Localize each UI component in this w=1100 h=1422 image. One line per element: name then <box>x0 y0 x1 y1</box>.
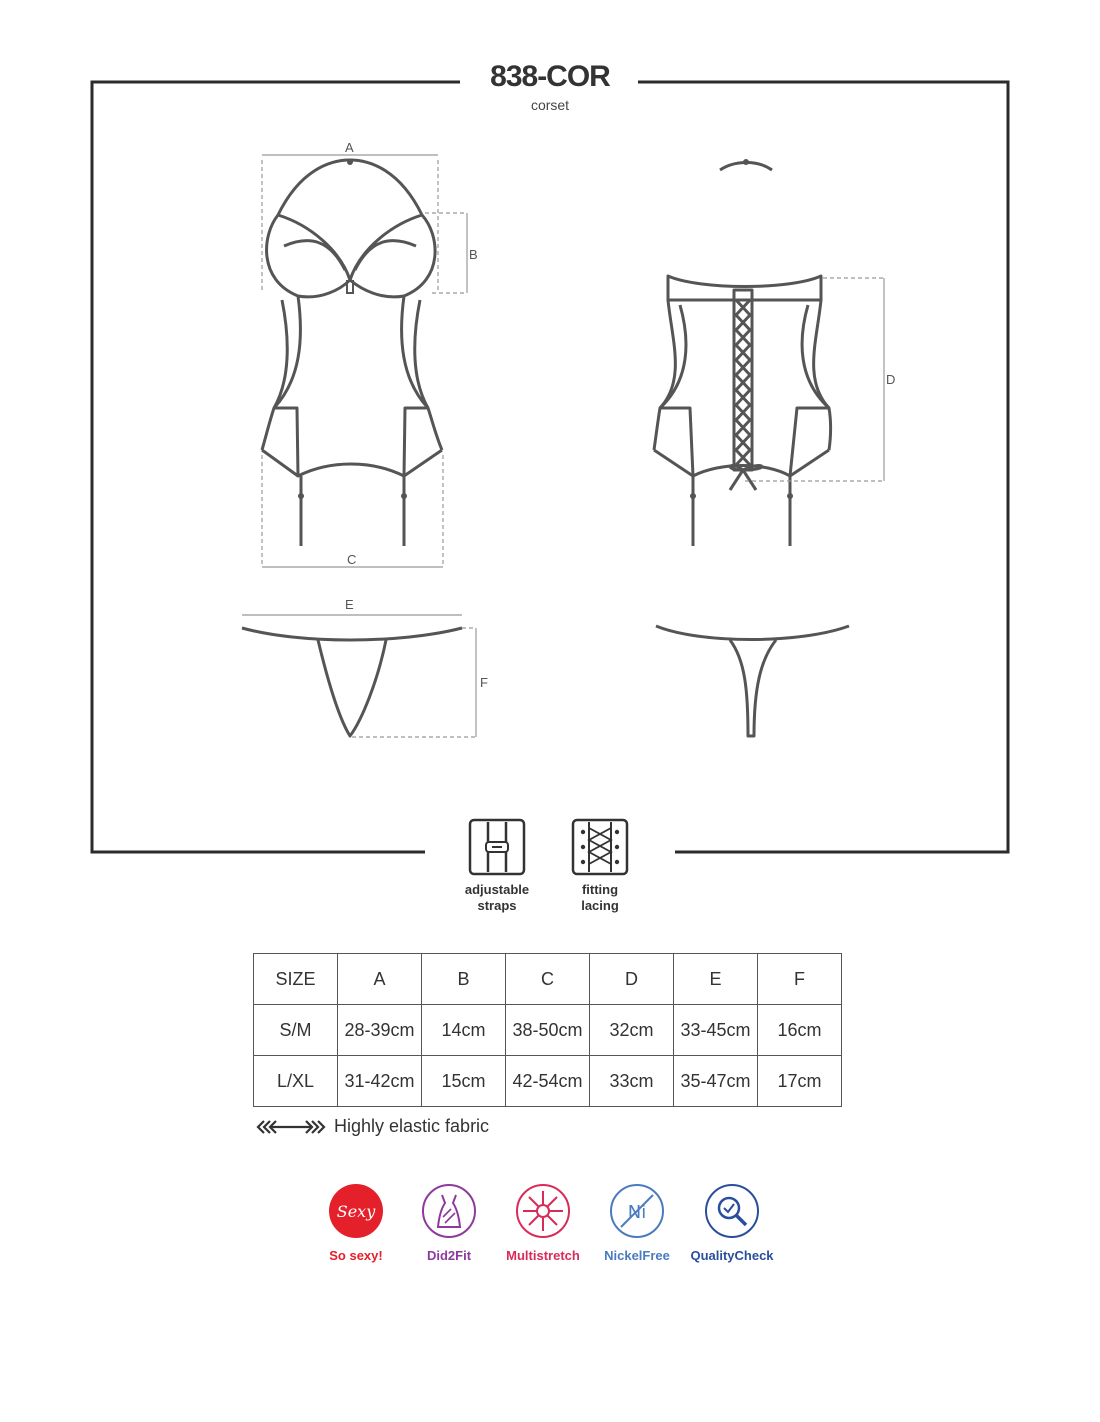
fitting-lacing-icon <box>571 818 629 876</box>
badge-nickelfree <box>587 1183 687 1263</box>
quality-check-magnifier-icon <box>704 1183 760 1239</box>
elastic-arrows-icon <box>256 1117 326 1137</box>
dimension-label-d: D <box>886 372 896 387</box>
table-header-cell: B <box>422 954 506 1005</box>
thong-back-drawing <box>656 626 849 736</box>
table-cell: 28-39cm <box>338 1005 422 1056</box>
front-dimension-lines <box>262 155 467 567</box>
badge-label: Multistretch <box>506 1248 580 1263</box>
table-row <box>254 1056 842 1107</box>
feature-fitting-lacing <box>545 818 655 914</box>
nickel-free-icon <box>609 1183 665 1239</box>
badge-multistretch <box>493 1183 593 1263</box>
elastic-note <box>256 1116 489 1137</box>
badge-label: NickelFree <box>604 1248 670 1263</box>
feature-label-line2: lacing <box>581 898 619 913</box>
thong-front-drawing <box>242 628 462 736</box>
table-header-cell: SIZE <box>254 954 338 1005</box>
table-header-cell: A <box>338 954 422 1005</box>
badge-label: QualityCheck <box>690 1248 774 1263</box>
badge-label: So sexy! <box>329 1248 383 1263</box>
feature-adjustable-straps <box>442 818 552 914</box>
feature-label-line2: straps <box>477 898 517 913</box>
table-header-cell: D <box>590 954 674 1005</box>
table-cell: 14cm <box>422 1005 506 1056</box>
adjustable-straps-icon <box>468 818 526 876</box>
table-cell: 42-54cm <box>506 1056 590 1107</box>
dimension-label-b: B <box>469 247 478 262</box>
table-cell: 31-42cm <box>338 1056 422 1107</box>
table-cell: 17cm <box>758 1056 842 1107</box>
table-row <box>254 1005 842 1056</box>
elastic-note-text: Highly elastic fabric <box>334 1116 490 1136</box>
multistretch-icon <box>515 1183 571 1239</box>
table-cell: 35-47cm <box>674 1056 758 1107</box>
dimension-label-e: E <box>345 597 354 612</box>
feature-label-line1: fitting <box>581 882 619 897</box>
badge-did2fit <box>399 1183 499 1263</box>
size-table <box>253 953 842 1107</box>
badge-qualitycheck <box>682 1183 782 1263</box>
table-cell: 33-45cm <box>674 1005 758 1056</box>
badge-label: Did2Fit <box>426 1248 472 1263</box>
dimension-label-c: C <box>347 552 357 567</box>
sexy-badge-icon <box>328 1183 384 1239</box>
table-header-cell: C <box>506 954 590 1005</box>
badge-so-sexy <box>306 1183 406 1263</box>
table-header-row <box>254 954 842 1005</box>
sexy-badge-text: Sexy <box>336 1202 376 1221</box>
product-type: corset <box>530 97 570 113</box>
dimension-label-a: A <box>345 140 354 155</box>
dress-fit-icon <box>421 1183 477 1239</box>
table-cell: 16cm <box>758 1005 842 1056</box>
table-cell: 15cm <box>422 1056 506 1107</box>
table-cell: 33cm <box>590 1056 674 1107</box>
nickel-symbol-text: Ni <box>627 1202 647 1223</box>
table-cell: 38-50cm <box>506 1005 590 1056</box>
dimension-label-f: F <box>480 675 488 690</box>
corset-back-drawing <box>654 163 831 547</box>
table-cell: 32cm <box>590 1005 674 1056</box>
table-cell: L/XL <box>254 1056 338 1107</box>
corset-front-drawing <box>262 160 442 546</box>
table-header-cell: F <box>758 954 842 1005</box>
table-header-cell: E <box>674 954 758 1005</box>
product-code: 838-COR <box>490 60 610 93</box>
table-cell: S/M <box>254 1005 338 1056</box>
feature-label-line1: adjustable <box>464 882 530 897</box>
